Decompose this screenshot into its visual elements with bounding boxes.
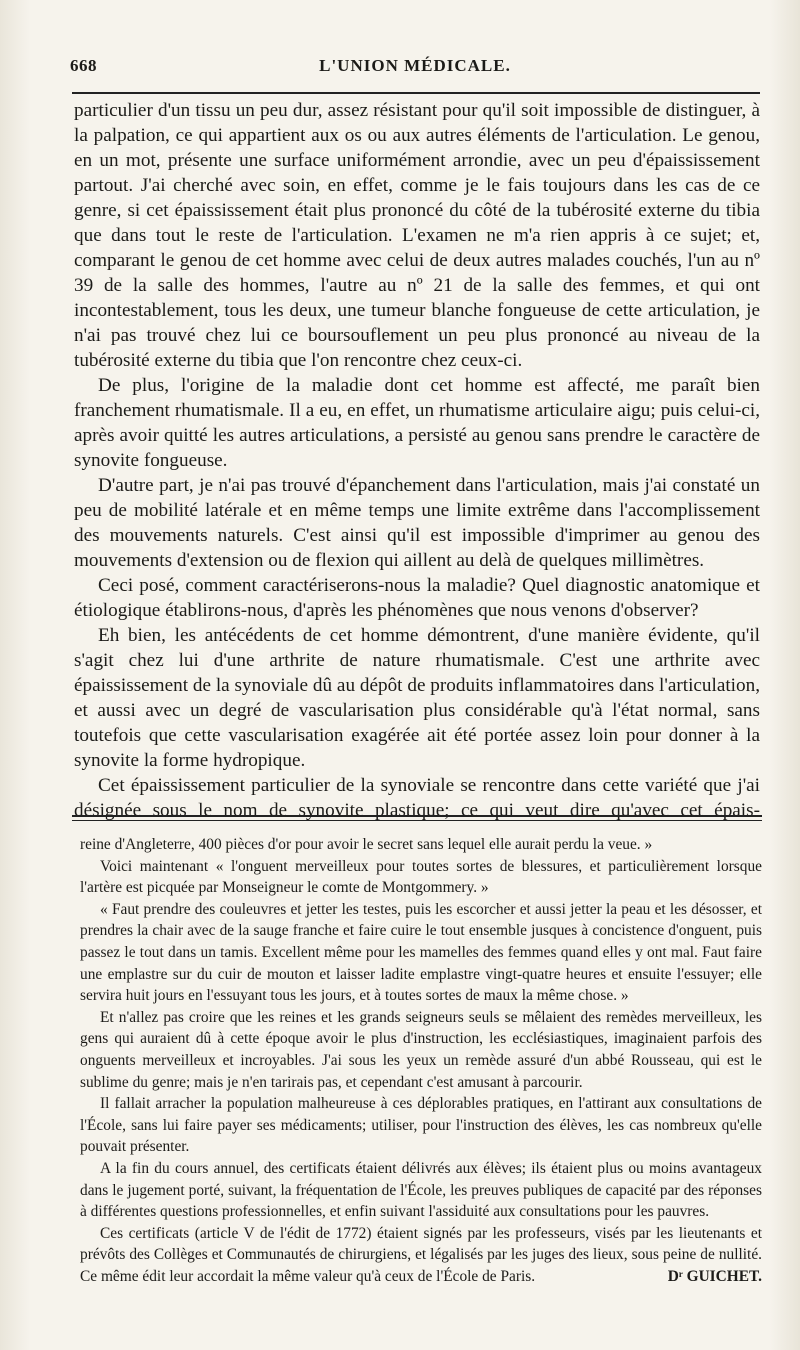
- main-paragraph: particulier d'un tissu un peu dur, assez résistant pour qu'il soit impossible de distinguer, à la palpation, ce qui appartient aux os ou aux autres éléments de l'articulation. Le genou, en un mot, présente une surface uniformément arrondie, avec un peu d'épaississement partout. J'ai cherché avec soin, en effet, comme je le fais toujours dans les cas de ce genre, si cet épaississement était plus prononcé du côté de la tubérosité externe du tibia que dans tout le reste de l'articulation. L'examen ne m'a rien appris à ce sujet; et, comparant le genou de cet homme avec celui de deux autres malades couchés, l'un au nº 39 de la salle des hommes, l'autre au nº 21 de la salle des femmes, et qui ont incontestablement, tous les deux, une tumeur blanche fongueuse de cette articulation, je n'ai pas trouvé chez lui ce boursouflement un peu plus prononcé au niveau de la tubérosité externe du tibia que l'on rencontre chez ceux-ci.: [74, 100, 760, 371]
- feuilleton-paragraph: Il fallait arracher la population malheureuse à ces déplorables pratiques, en l'attirant aux consultations de l'École, sans lui faire payer ses médicaments; utiliser, pour l'instruction des élèves, les cas nombreux qu'elle pouvait présenter.: [80, 1095, 762, 1156]
- footnote-separator-rule: [72, 815, 762, 821]
- feuilleton-paragraph: Voici maintenant « l'onguent merveilleux pour toutes sortes de blessures, et particulièrement lorsque l'artère est picquée par Monseigneur le comte de Montgommery. »: [80, 857, 762, 897]
- author-signature: Dʳ GUICHET.: [667, 1267, 762, 1285]
- header-rule: [72, 92, 760, 94]
- feuilleton-paragraph: A la fin du cours annuel, des certificats étaient délivrés aux élèves; ils étaient plus ou moins avantageux dans le jugement porté, suivant, la fréquentation de l'École, les preuves publiques de capacité par des réponses à différentes questions professionnelles, et enfin suivant l'assiduité aux consultations pour les pauvres.: [80, 1159, 762, 1221]
- main-article-text: [74, 98, 760, 848]
- feuilleton-paragraph: reine d'Angleterre, 400 pièces d'or pour avoir le secret sans lequel elle aurait perdu la veue. »: [80, 836, 653, 853]
- running-title: L'UNION MÉDICALE.: [319, 56, 511, 75]
- main-paragraph: Eh bien, les antécédents de cet homme démontrent, d'une manière évidente, qu'il s'agit chez lui d'une arthrite de nature rhumatismale. C'est une arthrite avec épaississement de la synoviale dû au dépôt de produits inflammatoires dans l'articulation, et aussi avec un degré de vascularisation plus considérable qu'à l'état normal, sans toutefois que cette vascularisation exagérée ait été portée assez loin pour donner à la synovite la forme hydropique.: [74, 625, 760, 771]
- page-number: 668: [70, 56, 97, 75]
- feuilleton-paragraph: Et n'allez pas croire que les reines et les grands seigneurs seuls se mêlaient des remèdes merveilleux, les gens qui auraient dû à cette époque avoir le plus d'instruction, les ecclésiastiques, imaginaient parfois des onguents merveilleux et incroyables. J'ai sous les yeux un remède assuré d'un abbé Rousseau, qui est le sublime du genre; mais je n'en tarirais pas, et cependant c'est amusant à parcourir.: [80, 1008, 762, 1091]
- feuilleton-text: [80, 834, 762, 1287]
- main-paragraph: De plus, l'origine de la maladie dont cet homme est affecté, me paraît bien franchement rhumatismale. Il a eu, en effet, un rhumatisme articulaire aigu; puis celui-ci, après avoir quitté les autres articulations, a persisté au genou sans prendre le caractère de synovite fongueuse.: [74, 375, 760, 471]
- feuilleton-paragraph: « Faut prendre des couleuvres et jetter les testes, puis les escorcher et aussi jetter la peau et les désosser, et prendres la chair avec de la sauge franche et faire cuire le tout ensemble jusques à concistence d'onguent, puis passez le tout dans un tamis. Excellent même pour les mamelles des femmes quand elles y ont mal. Faut faire une emplastre sur du cuir de mouton et laisser ladite emplastre vingt-quatre heures et ensuite l'essuyer; elle servira huit jours en l'essuyant tous les jours, et à toutes sortes de maux la même chose. »: [80, 900, 762, 1005]
- feuilleton-paragraph: [80, 1223, 762, 1288]
- main-paragraph: Cet épaississement particulier de la synoviale se rencontre dans cette variété que j'ai désignée sous le nom de synovite plastique; ce qui veut dire qu'avec cet épais-: [74, 775, 760, 821]
- main-paragraph: D'autre part, je n'ai pas trouvé d'épanchement dans l'articulation, mais j'ai constaté un peu de mobilité latérale et en même temps une limite extrême dans l'accomplissement des mouvements naturels. C'est ainsi qu'il est impossible d'imprimer au genou des mouvements d'extension ou de flexion qui aillent au delà de quelques millimètres.: [74, 475, 760, 571]
- page-header: [70, 56, 760, 84]
- main-paragraph: Ceci posé, comment caractériserons-nous la maladie? Quel diagnostic anatomique et étiologique établirons-nous, d'après les phénomènes que nous venons d'observer?: [74, 575, 760, 621]
- feuilleton-last-paragraph-text: Ces certificats (article V de l'édit de 1772) étaient signés par les professeurs, visés par les lieutenants et prévôts des Collèges et Communautés de chirurgiens, et légalisés par les juges des lieux, sous peine de nullité. Ce même édit leur accordait la même valeur qu'à ceux de l'École de Paris.: [80, 1224, 762, 1285]
